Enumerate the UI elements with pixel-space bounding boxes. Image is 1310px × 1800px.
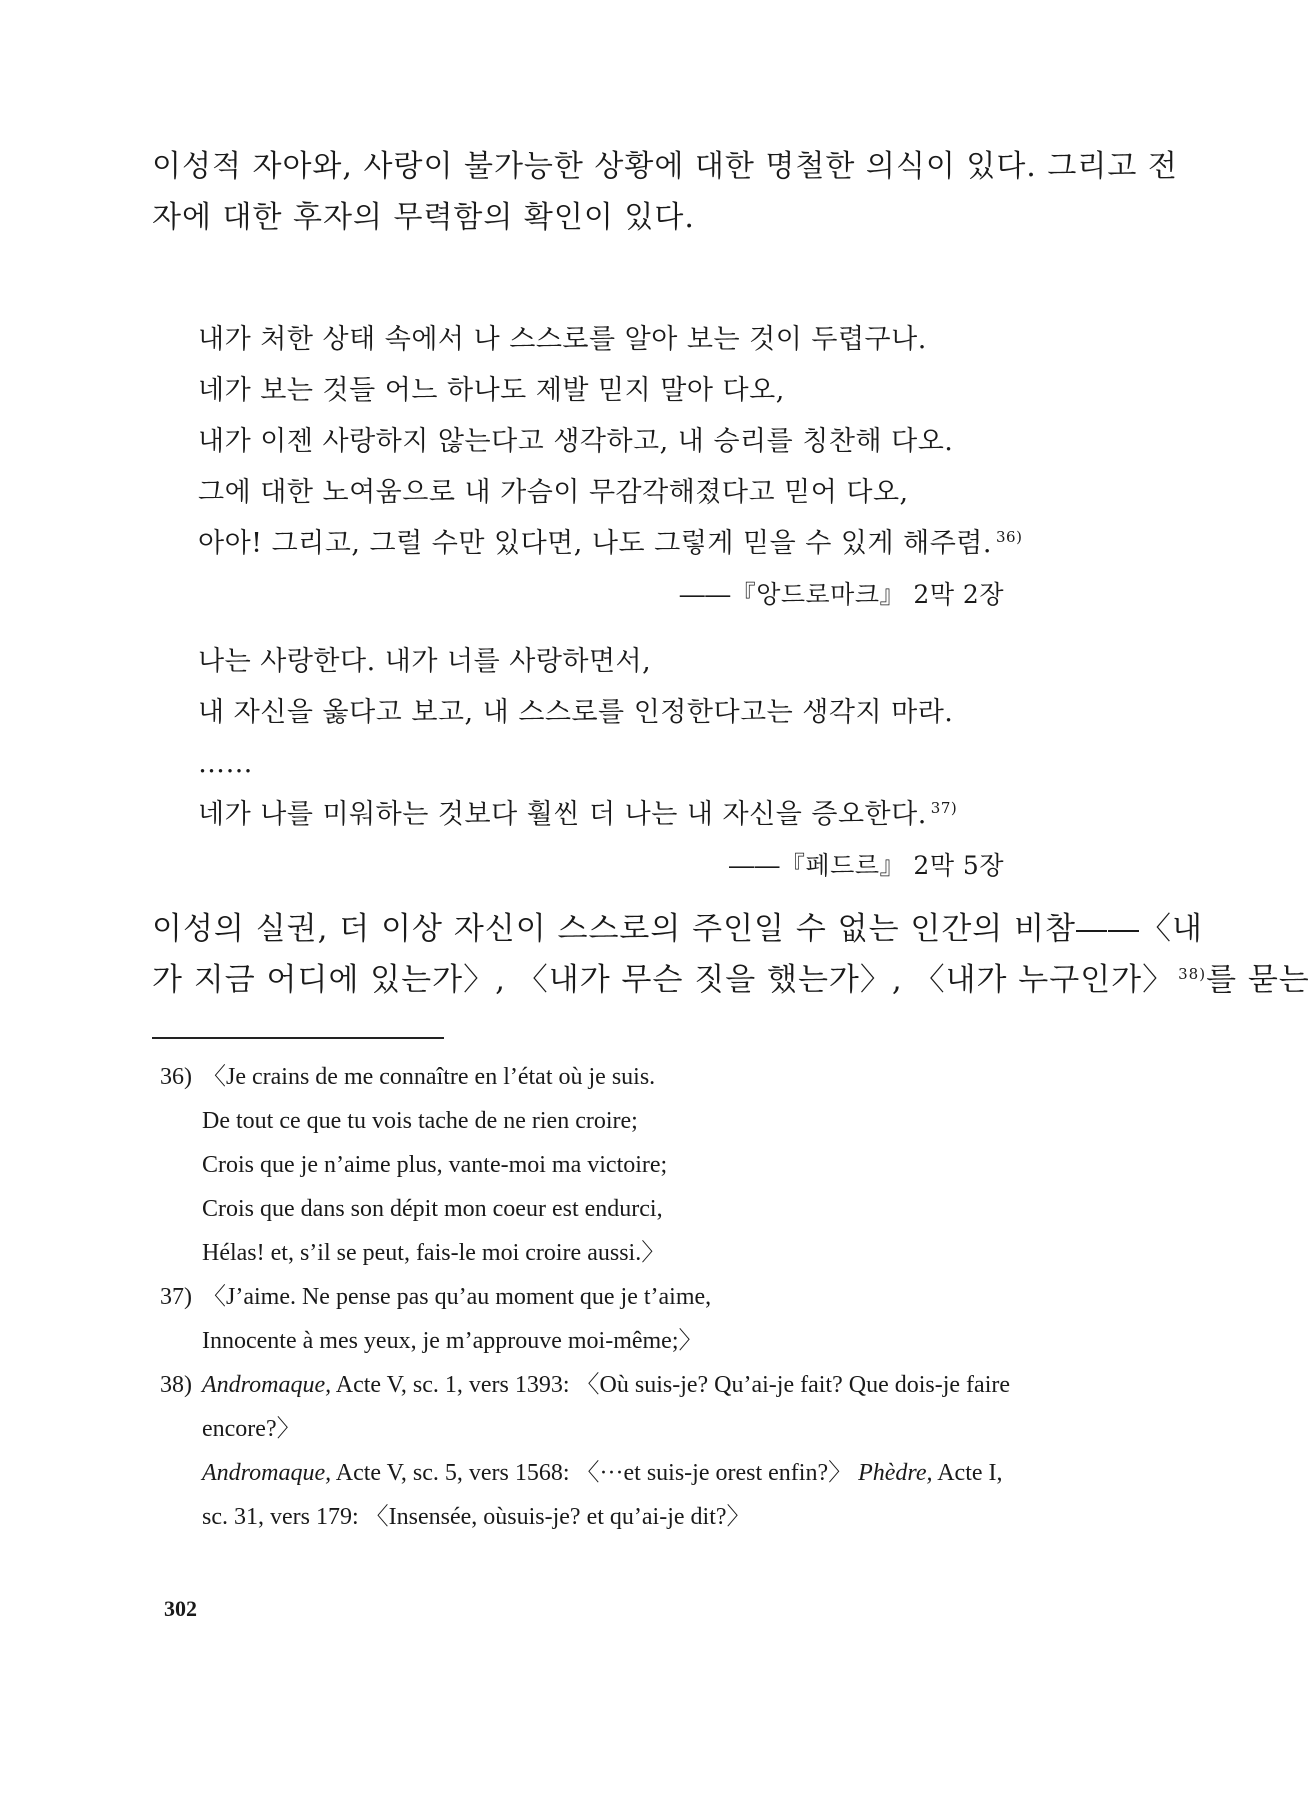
- footnotes: [152, 1055, 1042, 1539]
- phedre-quote: [198, 636, 1018, 891]
- quote-line-text: 아아! 그리고, 그럴 수만 있다면, 나도 그렇게 믿을 수 있게 해주렴.: [198, 528, 992, 559]
- footnote-text: Acte V, sc. 5, vers 1568: 〈···et suis-je orest enfin?〉: [331, 1460, 859, 1486]
- footnote-ref-37[interactable]: 37): [930, 799, 958, 817]
- quote-ellipsis: ……: [198, 748, 253, 779]
- quote-line: 네가 보는 것들 어느 하나도 제발 믿지 말아 다오,: [198, 375, 785, 406]
- footnote-line: encore?〉: [202, 1416, 301, 1442]
- quote-line: [198, 518, 1023, 569]
- footnote-line: Crois que dans son dépit mon coeur est endurci,: [202, 1196, 663, 1222]
- footnote-ref-36[interactable]: 36): [995, 528, 1023, 546]
- footnote-line: Innocente à mes yeux, je m’approuve moi-même;〉: [202, 1328, 703, 1354]
- footnote-38: [152, 1363, 1042, 1539]
- quote-line: 내 자신을 옳다고 보고, 내 스스로를 인정한다고는 생각지 마라.: [198, 697, 954, 728]
- paragraph-text: 를 묻는: [1206, 962, 1310, 998]
- paragraph-line: 이성적 자아와, 사랑이 불가능한 상황에 대한 명철한 의식이 있다. 그리고 전: [152, 149, 1178, 184]
- andromaque-quote: [198, 314, 1023, 620]
- footnote-line: Crois que je n’aime plus, vante-moi ma victoire;: [202, 1152, 668, 1178]
- footnote-line: [202, 1363, 1042, 1407]
- paragraph-line: 이성의 실권, 더 이상 자신이 스스로의 주인일 수 없는 인간의 비참――〈내: [152, 911, 1203, 947]
- footnote-line: 〈J’aime. Ne pense pas qu’au moment que je t’aime,: [202, 1284, 712, 1310]
- quote-line: 내가 이젠 사랑하지 않는다고 생각하고, 내 승리를 칭찬해 다오.: [198, 426, 954, 457]
- page-number: 302: [164, 1596, 197, 1621]
- intro-paragraph: [152, 140, 1178, 242]
- paragraph-line: 자에 대한 후자의 무력함의 확인이 있다.: [152, 200, 695, 235]
- footnote-number: 38): [160, 1372, 192, 1398]
- footnote-line: Hélas! et, s’il se peut, fais-le moi croire aussi.〉: [202, 1240, 666, 1266]
- footnote-line: sc. 31, vers 179: 〈Insensée, oùsuis-je? et qu’ai-je dit?〉: [202, 1504, 751, 1530]
- footnote-line: De tout ce que tu vois tache de ne rien croire;: [202, 1108, 638, 1134]
- work-title: Andromaque,: [202, 1372, 332, 1398]
- closing-paragraph: [152, 900, 1310, 1002]
- footnote-36: [152, 1055, 1042, 1275]
- footnote-separator: [152, 1037, 444, 1039]
- work-title: Andromaque,: [202, 1460, 332, 1486]
- footnote-line: 〈Je crains de me connaître en l’état où je suis.: [202, 1064, 656, 1090]
- footnote-ref-38[interactable]: 38): [1178, 964, 1207, 983]
- footnote-line: [202, 1451, 1042, 1495]
- work-title: Phèdre,: [858, 1460, 933, 1486]
- quote-line: [198, 789, 1018, 840]
- paragraph-line: [152, 951, 1310, 1002]
- footnote-37: [152, 1275, 1042, 1363]
- quote-line: 내가 처한 상태 속에서 나 스스로를 알아 보는 것이 두렵구나.: [198, 324, 927, 355]
- footnote-number: 36): [160, 1064, 192, 1090]
- quote-line: 그에 대한 노여움으로 내 가슴이 무감각해졌다고 믿어 다오,: [198, 477, 909, 508]
- footnote-text: Acte V, sc. 1, vers 1393: 〈Où suis-je? Qu’ai-je fait? Que dois-je faire: [331, 1372, 1011, 1398]
- paragraph-text: 가 지금 어디에 있는가〉, 〈내가 무슨 짓을 했는가〉, 〈내가 누구인가〉: [152, 962, 1175, 998]
- quote-line-text: 네가 나를 미워하는 것보다 훨씬 더 나는 내 자신을 증오한다.: [198, 799, 927, 830]
- quote-source: ――『앙드로마크』 2막 2장: [679, 580, 1004, 609]
- footnote-number: 37): [160, 1284, 192, 1310]
- quote-line: 나는 사랑한다. 내가 너를 사랑하면서,: [198, 646, 652, 677]
- footnote-text: Acte I,: [932, 1460, 1003, 1486]
- quote-source: ――『페드르』 2막 5장: [729, 851, 1004, 880]
